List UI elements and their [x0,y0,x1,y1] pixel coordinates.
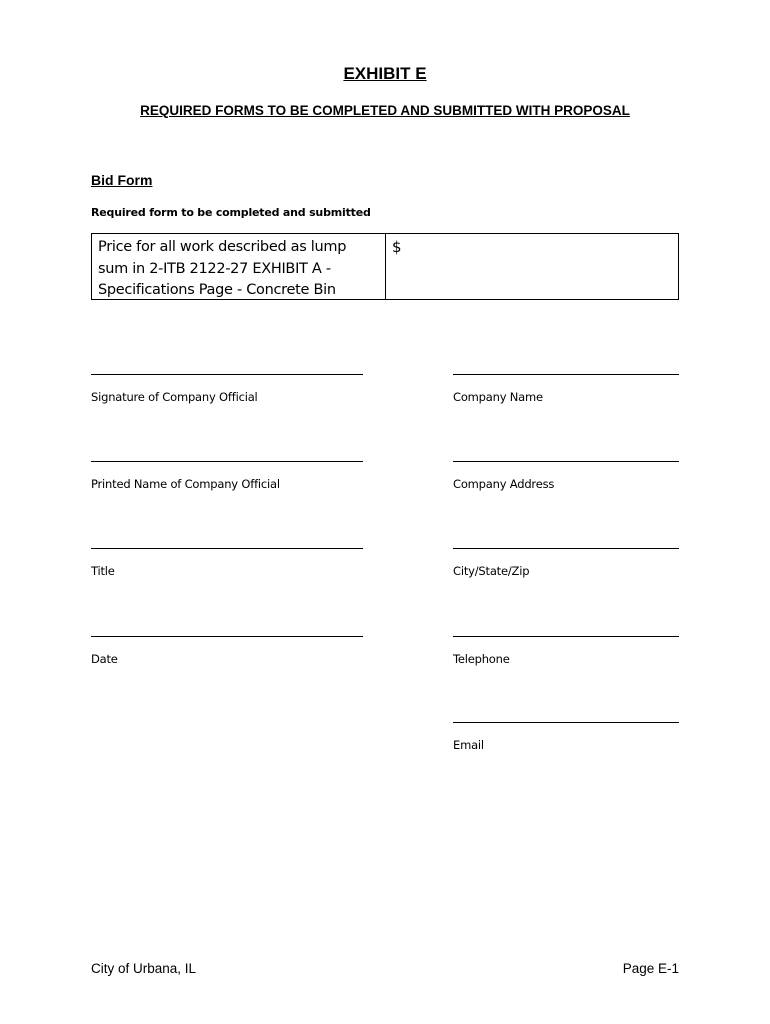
telephone-label: Telephone [453,652,510,666]
page-subtitle: REQUIRED FORMS TO BE COMPLETED AND SUBMITTED WITH PROPOSAL [140,103,630,118]
telephone-line[interactable] [453,636,679,637]
printed-name-label: Printed Name of Company Official [91,477,280,491]
bid-price-table [91,233,679,300]
email-field[interactable] [453,722,679,752]
bid-form-note: Required form to be completed and submitted [91,206,371,219]
company-address-label: Company Address [453,477,555,491]
date-label: Date [91,652,118,666]
date-field[interactable] [91,636,363,666]
bid-price-cell[interactable] [386,234,678,299]
city-state-zip-label: City/State/Zip [453,564,530,578]
company-address-field[interactable] [453,461,679,491]
title-field[interactable] [91,548,363,578]
dollar-sign: $ [392,238,402,256]
company-name-line[interactable] [453,374,679,375]
bid-description-cell: Price for all work described as lump sum in 2-ITB 2122-27 EXHIBIT A - Specifications Page - Concrete Bin [92,234,386,299]
email-label: Email [453,738,484,752]
bid-form-heading: Bid Form [91,172,153,188]
city-state-zip-line[interactable] [453,548,679,549]
printed-name-field[interactable] [91,461,363,491]
signature-line[interactable] [91,374,363,375]
signature-label: Signature of Company Official [91,390,258,404]
footer-organization: City of Urbana, IL [91,961,197,976]
telephone-field[interactable] [453,636,679,666]
page-title: EXHIBIT E [343,64,427,83]
company-name-label: Company Name [453,390,543,404]
title-label: Title [91,564,115,578]
company-address-line[interactable] [453,461,679,462]
company-name-field[interactable] [453,374,679,404]
email-line[interactable] [453,722,679,723]
signature-field[interactable] [91,374,363,404]
printed-name-line[interactable] [91,461,363,462]
date-line[interactable] [91,636,363,637]
title-line[interactable] [91,548,363,549]
city-state-zip-field[interactable] [453,548,679,578]
footer-page-number: Page E-1 [622,961,679,976]
